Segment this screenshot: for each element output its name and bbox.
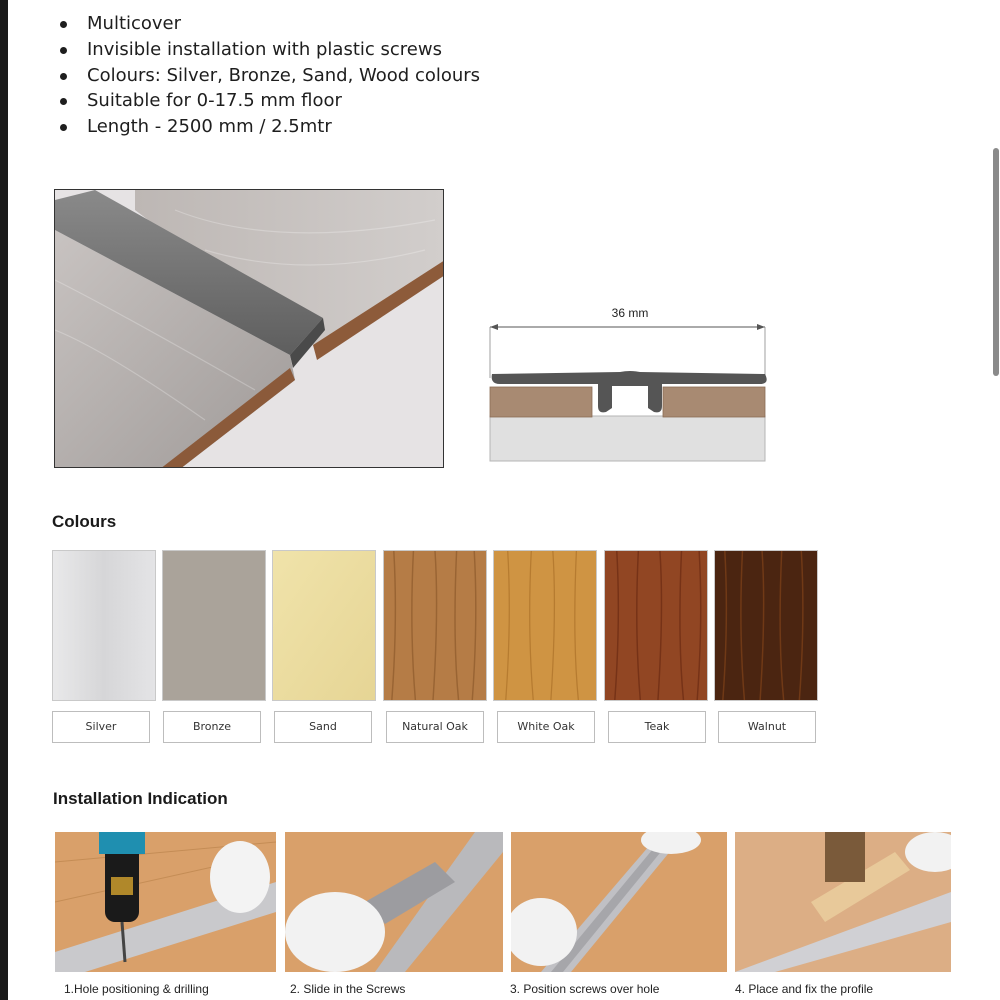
swatch-white-oak[interactable]	[493, 550, 597, 701]
step-caption-4: 4. Place and fix the profile	[735, 982, 874, 996]
swatch-natural-oak[interactable]	[383, 550, 487, 701]
swatch-teak[interactable]	[604, 550, 708, 701]
step-image-slide-screws	[285, 832, 503, 972]
swatch-walnut[interactable]	[714, 550, 818, 701]
colours-title: Colours	[52, 512, 117, 531]
feature-item: Suitable for 0-17.5 mm floor	[60, 88, 480, 114]
swatch-label-teak: Teak	[608, 711, 706, 743]
product-photo	[54, 189, 444, 468]
scrollbar-thumb[interactable]	[993, 148, 999, 376]
feature-list	[60, 11, 480, 140]
dimension-label: 36 mm	[611, 306, 649, 320]
feature-item: Colours: Silver, Bronze, Sand, Wood colours	[60, 63, 480, 89]
swatch-silver[interactable]	[52, 550, 156, 701]
swatch-sand[interactable]	[272, 550, 376, 701]
swatch-label-silver: Silver	[52, 711, 150, 743]
swatch-label-white-oak: White Oak	[497, 711, 595, 743]
product-page	[8, 0, 990, 1000]
step-image-drilling	[55, 832, 276, 972]
swatch-label-bronze: Bronze	[163, 711, 261, 743]
swatch-bronze[interactable]	[162, 550, 266, 701]
swatch-label-walnut: Walnut	[718, 711, 816, 743]
step-caption-2: 2. Slide in the Screws	[290, 982, 406, 996]
feature-item: Invisible installation with plastic screws	[60, 37, 480, 63]
step-caption-3: 3. Position screws over hole	[510, 982, 660, 996]
step-caption-1: 1.Hole positioning & drilling	[64, 982, 209, 996]
swatch-label-sand: Sand	[274, 711, 372, 743]
step-image-fix-profile	[735, 832, 951, 972]
profile-diagram	[480, 296, 780, 466]
feature-item: Length - 2500 mm / 2.5mtr	[60, 114, 480, 140]
feature-item: Multicover	[60, 11, 480, 37]
scrollbar[interactable]	[990, 0, 1000, 1000]
step-image-position-screws	[511, 832, 727, 972]
installation-title: Installation Indication	[53, 789, 228, 808]
swatch-label-natural-oak: Natural Oak	[386, 711, 484, 743]
